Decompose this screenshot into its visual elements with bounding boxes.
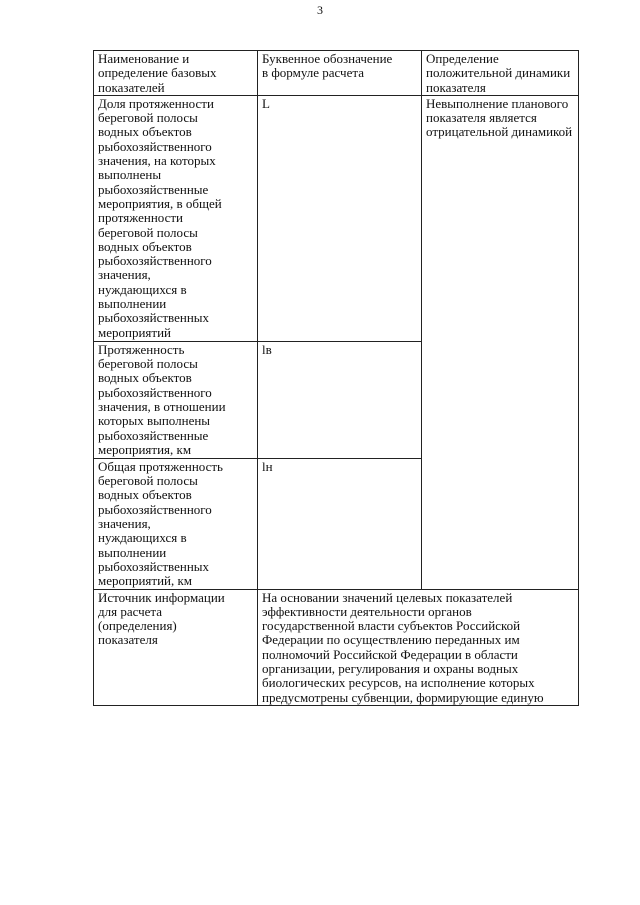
row-symbol-cell <box>258 458 422 589</box>
header-symbol: Буквенное обозначение в формуле расчета <box>262 51 393 81</box>
header-dynamics: Определение положительной динамики показателя <box>426 51 571 95</box>
source-row <box>94 589 579 705</box>
row-name: Общая протяженность береговой полосы водных объектов рыбохозяйственного значения, нуждающихся в выполнении рыбохозяйственных мероприятий, км <box>98 458 223 589</box>
dynamics-text: Невыполнение планового показателя является отрицательной динамикой <box>426 95 573 140</box>
source-label-cell <box>94 589 258 705</box>
header-name: Наименование и определение базовых показателей <box>98 51 217 95</box>
row-symbol: L <box>262 95 270 111</box>
table-header-row <box>94 51 579 96</box>
indicator-table <box>93 50 579 706</box>
row-symbol: lн <box>262 458 273 474</box>
header-dynamics-cell <box>422 51 579 96</box>
row-symbol-cell <box>258 95 422 341</box>
dynamics-cell <box>422 95 579 589</box>
row-name: Протяженность береговой полосы водных объектов рыбохозяйственного значения, в отношении которых выполнены рыбохозяйственные мероприятия, км <box>98 341 226 457</box>
row-name-cell <box>94 458 258 589</box>
row-symbol-cell <box>258 341 422 458</box>
row-name-cell <box>94 95 258 341</box>
source-text: На основании значений целевых показателей эффективности деятельности органов государственной власти субъектов Российской Федерации по осуществлению переданных им полномочий Российской Федерации в области организации, регулирования и охраны водных биологических ресурсов, на исполнение которых предусмотрены субвенции, формирующие единую <box>262 589 544 705</box>
row-name: Доля протяженности береговой полосы водных объектов рыбохозяйственного значения, на которых выполнены рыбохозяйственные мероприятия, в общей протяженности береговой полосы водных объектов рыбохозяйственного значения, нуждающихся в выполнении рыбохозяйственных мероприятий <box>98 95 222 340</box>
header-symbol-cell <box>258 51 422 96</box>
row-symbol: lв <box>262 341 272 357</box>
table-row <box>94 95 579 341</box>
source-label: Источник информации для расчета (определения) показателя <box>98 589 225 648</box>
source-text-cell <box>258 589 579 705</box>
header-name-cell <box>94 51 258 96</box>
page-number: 3 <box>317 3 323 17</box>
row-name-cell <box>94 341 258 458</box>
